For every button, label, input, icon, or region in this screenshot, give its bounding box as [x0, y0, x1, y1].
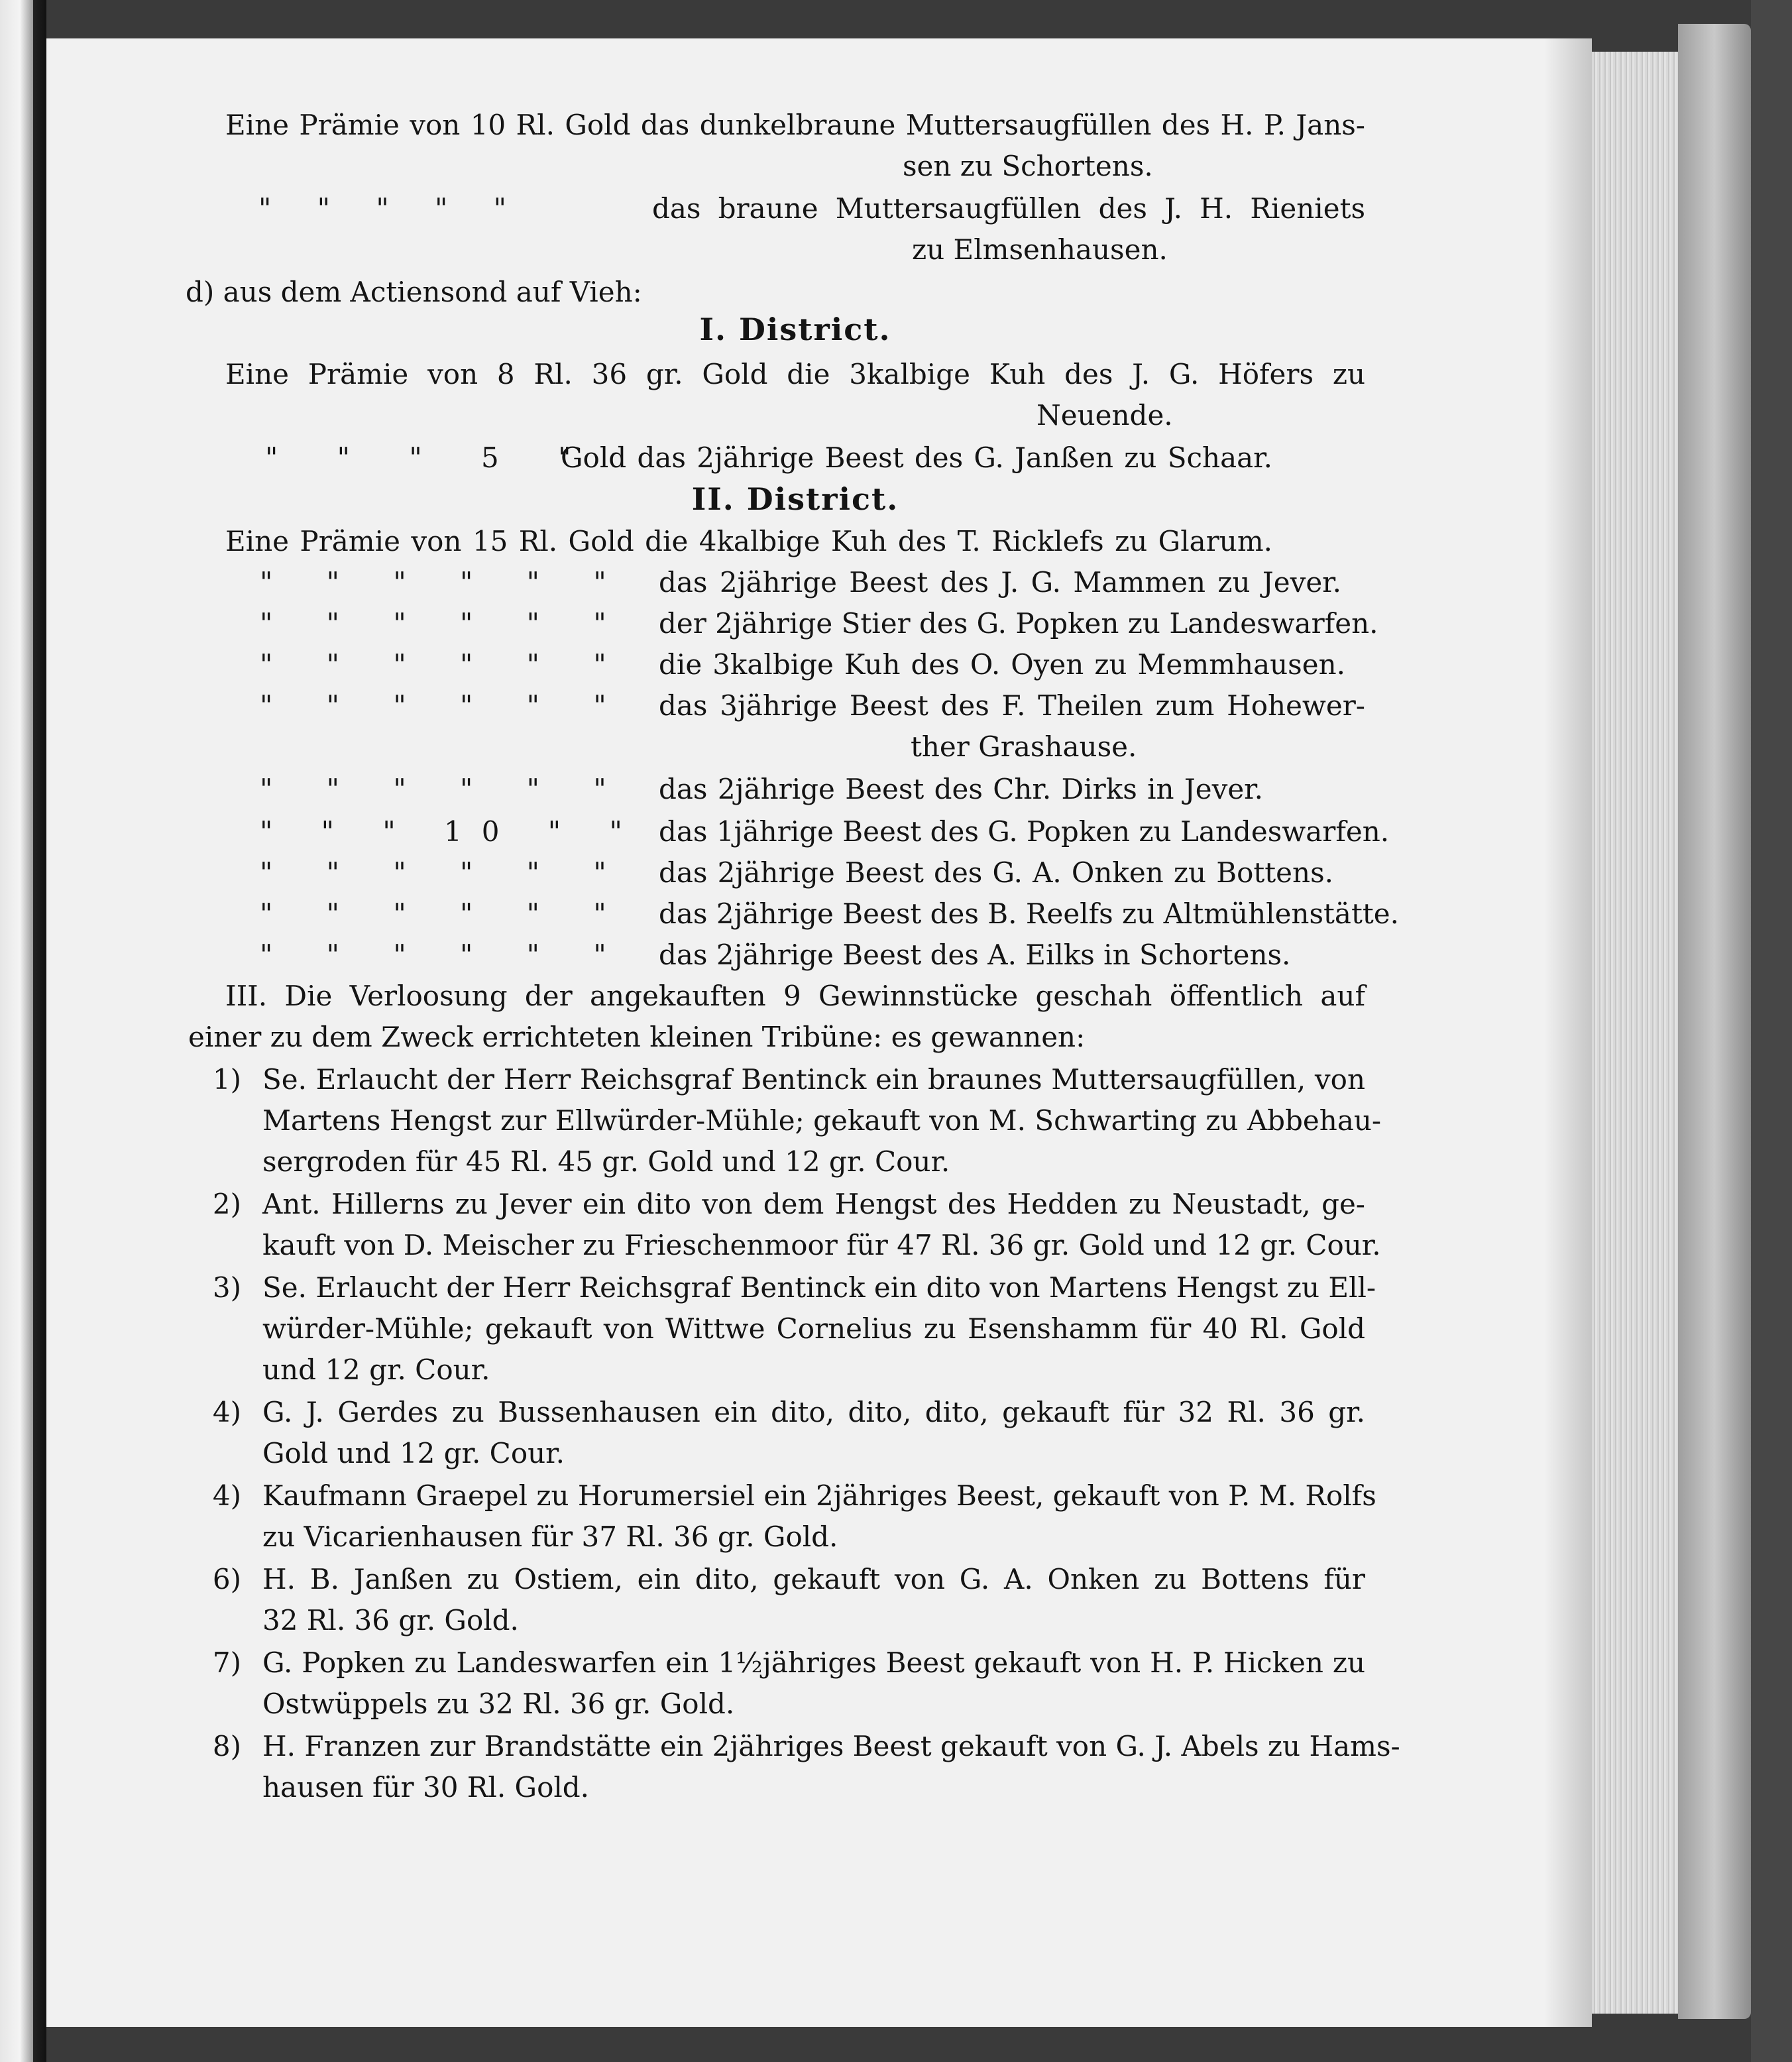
district-heading: I. District.	[699, 312, 891, 347]
text-line: der 2jährige Stier des G. Popken zu Landeswarfen.	[659, 607, 1378, 640]
text-line: das braune Muttersaugfüllen des J. H. Rieniets	[652, 192, 1365, 225]
paragraph-line: einer zu dem Zweck errichteten kleinen Tribüne: es gewannen:	[188, 1021, 1086, 1053]
item-number: 8)	[212, 1730, 241, 1762]
background-right	[1751, 0, 1792, 2062]
book-gutter	[33, 0, 46, 2062]
text-line: Neuende.	[1036, 399, 1173, 431]
item-number: 1)	[212, 1063, 241, 1096]
text-line: das 3jährige Beest des F. Theilen zum Hohewer-	[659, 689, 1365, 722]
item-line: Martens Hengst zur Ellwürder-Mühle; gekauft von M. Schwarting zu Abbehau-	[262, 1104, 1382, 1137]
ditto-marks: " " " 10 " "	[260, 815, 642, 848]
text-line: zu Elmsenhausen.	[912, 233, 1168, 266]
item-line: Se. Erlaucht der Herr Reichsgraf Bentinck ein braunes Muttersaugfüllen, von	[262, 1063, 1365, 1096]
item-line: hausen für 30 Rl. Gold.	[262, 1771, 590, 1804]
item-line: Kaufmann Graepel zu Horumersiel ein 2jähriges Beest, gekauft von P. M. Rolfs	[262, 1479, 1376, 1512]
item-line: G. J. Gerdes zu Bussenhausen ein dito, dito, dito, gekauft für 32 Rl. 36 gr.	[262, 1396, 1365, 1428]
text-line: die 3kalbige Kuh des O. Oyen zu Memmhausen.	[659, 648, 1345, 681]
page-stack-edges	[1592, 52, 1678, 2014]
item-line: würder-Mühle; gekauft von Wittwe Cornelius zu Esenshamm für 40 Rl. Gold	[262, 1312, 1365, 1345]
text-line: Eine Prämie von 10 Rl. Gold das dunkelbraune Muttersaugfüllen des H. P. Jans-	[225, 109, 1365, 141]
book-cover-edge	[1678, 24, 1751, 2019]
ditto-marks: " " " " " "	[260, 773, 629, 805]
text-line: das 1jährige Beest des G. Popken zu Landeswarfen.	[659, 815, 1390, 848]
text-line: Eine Prämie von 15 Rl. Gold die 4kalbige Kuh des T. Ricklefs zu Glarum.	[225, 525, 1272, 557]
ditto-marks: " " " " " "	[260, 939, 629, 971]
item-line: G. Popken zu Landeswarfen ein 1½jähriges Beest gekauft von H. P. Hicken zu	[262, 1646, 1365, 1679]
ditto-marks: " " " " "	[258, 192, 525, 225]
item-line: Ostwüppels zu 32 Rl. 36 gr. Gold.	[262, 1688, 735, 1720]
district-heading: II. District.	[691, 481, 899, 517]
item-line: Gold und 12 gr. Cour.	[262, 1437, 565, 1469]
item-number: 3)	[212, 1271, 241, 1304]
section-label: d) aus dem Actiensond auf Vieh:	[186, 276, 642, 308]
text-line: ther Grashause.	[911, 730, 1137, 763]
ditto-marks: " " " " " "	[260, 566, 629, 599]
background-bottom	[46, 2027, 1683, 2062]
left-page-edge	[0, 0, 33, 2062]
item-line: Ant. Hillerns zu Jever ein dito von dem Hengst des Hedden zu Neustadt, ge-	[262, 1188, 1365, 1220]
ditto-marks: " " " " " "	[260, 856, 629, 889]
item-line: zu Vicarienhausen für 37 Rl. 36 gr. Gold.	[262, 1520, 838, 1553]
item-number: 4)	[212, 1396, 241, 1428]
item-line: sergroden für 45 Rl. 45 gr. Gold und 12 gr. Cour.	[262, 1145, 950, 1178]
text-line: sen zu Schortens.	[903, 150, 1153, 182]
item-line: Se. Erlaucht der Herr Reichsgraf Bentinck ein dito von Martens Hengst zu Ell-	[262, 1271, 1376, 1304]
text-line: das 2jährige Beest des B. Reelfs zu Altmühlenstätte.	[659, 897, 1399, 930]
text-line: Gold das 2jährige Beest des G. Janßen zu Schaar.	[561, 441, 1272, 474]
background-top	[46, 0, 1683, 38]
item-number: 7)	[212, 1646, 241, 1679]
text-line: das 2jährige Beest des J. G. Mammen zu Jever.	[659, 566, 1341, 599]
ditto-marks: " " " " " "	[260, 897, 629, 930]
text-line: das 2jährige Beest des A. Eilks in Schortens.	[659, 939, 1291, 971]
item-number: 6)	[212, 1563, 241, 1595]
ditto-marks: " " " " " "	[260, 607, 629, 640]
item-line: kauft von D. Meischer zu Frieschenmoor für 47 Rl. 36 gr. Gold und 12 gr. Cour.	[262, 1229, 1381, 1261]
item-line: H. B. Janßen zu Ostiem, ein dito, gekauft von G. A. Onken zu Bottens für	[262, 1563, 1365, 1595]
text-line: das 2jährige Beest des Chr. Dirks in Jever.	[659, 773, 1263, 805]
item-line: 32 Rl. 36 gr. Gold.	[262, 1604, 519, 1636]
item-number: 2)	[212, 1188, 241, 1220]
item-line: und 12 gr. Cour.	[262, 1353, 490, 1386]
item-line: H. Franzen zur Brandstätte ein 2jähriges Beest gekauft von G. J. Abels zu Hams-	[262, 1730, 1400, 1762]
ditto-marks: " " " 5 "	[265, 441, 596, 474]
text-line: Eine Prämie von 8 Rl. 36 gr. Gold die 3kalbige Kuh des J. G. Höfers zu	[225, 358, 1365, 390]
paragraph-line: III. Die Verloosung der angekauften 9 Gewinnstücke geschah öffentlich auf	[225, 980, 1365, 1012]
ditto-marks: " " " " " "	[260, 689, 629, 722]
ditto-marks: " " " " " "	[260, 648, 629, 681]
item-number: 4)	[212, 1479, 241, 1512]
text-line: das 2jährige Beest des G. A. Onken zu Bottens.	[659, 856, 1333, 889]
page-curl-shadow	[1544, 38, 1592, 2027]
